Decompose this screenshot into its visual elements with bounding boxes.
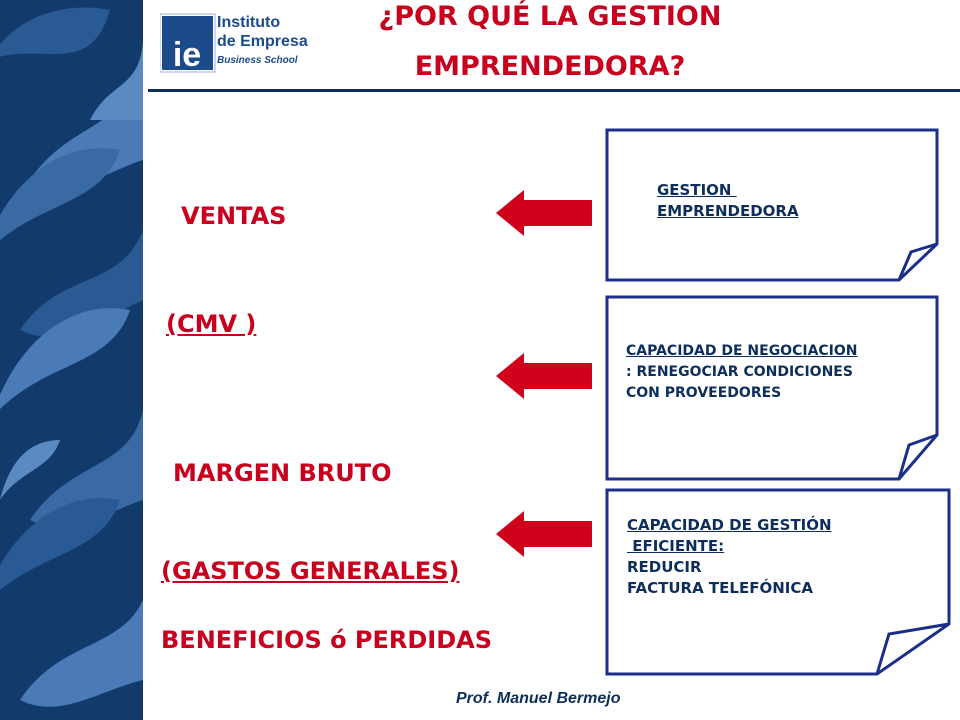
note2-line1: CAPACIDAD DE NEGOCIACION: [626, 343, 858, 359]
logo-line3: Business School: [217, 55, 298, 66]
note3-line4: FACTURA TELEFÓNICA: [627, 579, 813, 597]
title-line1: ¿POR QUÉ LA GESTION: [378, 1, 722, 32]
header-divider: [148, 89, 960, 92]
note3-line3: REDUCIR: [627, 558, 702, 576]
left-arrow-icon: [496, 511, 592, 557]
left-arrow-icon: [496, 190, 592, 236]
sidebar-decoration: [0, 0, 143, 720]
ventas-label: VENTAS: [181, 202, 287, 230]
ie-logo-mark-icon: [160, 10, 220, 74]
footer-author: Prof. Manuel Bermejo: [456, 690, 621, 707]
leaf-pattern-icon: [0, 0, 143, 720]
beneficios-perdidas-label: BENEFICIOS ó PERDIDAS: [161, 626, 493, 654]
logo-line1: Instituto: [217, 14, 281, 31]
logo-line2: de Empresa: [217, 33, 308, 50]
note1-line1: GESTION: [657, 181, 737, 199]
note2-line2: : RENEGOCIAR CONDICIONES: [626, 364, 853, 380]
note3-line2: EFICIENTE:: [627, 537, 725, 555]
left-arrow-icon: [496, 353, 592, 399]
note2-line3: CON PROVEEDORES: [626, 385, 782, 401]
note3-line1: CAPACIDAD DE GESTIÓN: [627, 516, 832, 534]
cmv-label: (CMV ): [166, 310, 257, 338]
title-line2: EMPRENDEDORA?: [414, 51, 686, 82]
gastos-generales-label: (GASTOS GENERALES): [161, 557, 460, 585]
margen-bruto-label: MARGEN BRUTO: [173, 459, 392, 487]
logo-mark-text: ie: [172, 36, 202, 74]
note1-line2: EMPRENDEDORA: [657, 202, 799, 220]
